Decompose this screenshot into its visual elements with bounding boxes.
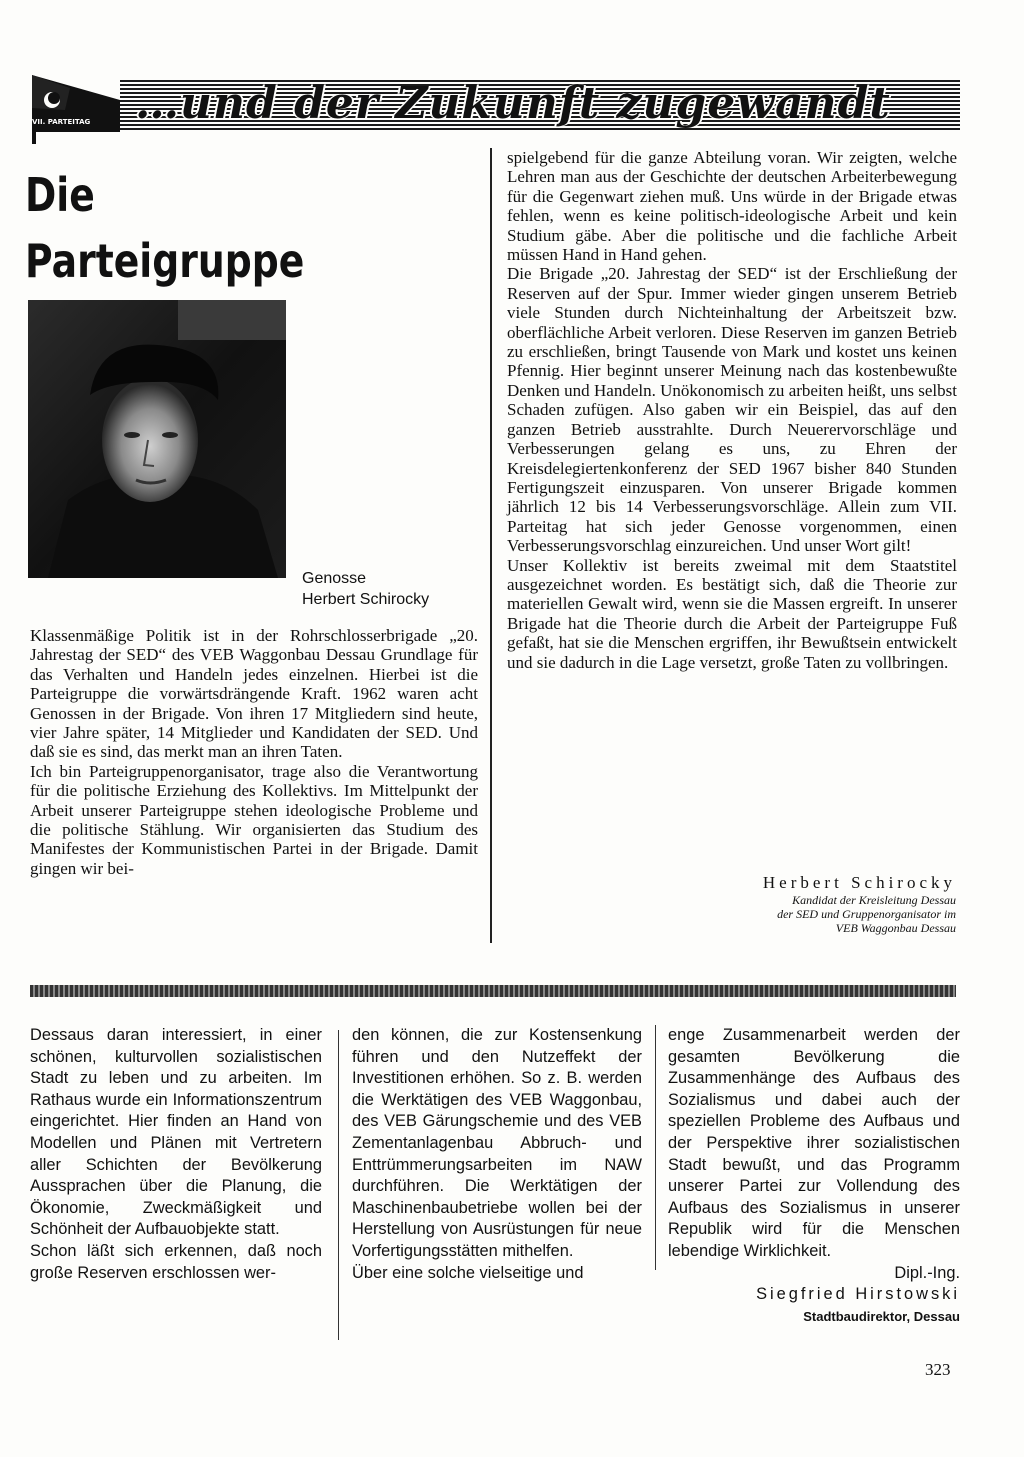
party-flag-logo-icon [20,70,135,145]
banner-headline: …und der Zukunft zugewandt [135,78,891,129]
signature-role-line-1: Kandidat der Kreisleitung Dessau [792,893,956,907]
page-number: 323 [925,1360,951,1379]
article-right-column [507,148,957,672]
author-title: Dipl.-Ing. [894,1263,960,1282]
title-line-1: Die [25,168,95,222]
left-paragraph-2: Ich bin Parteigruppenorganisator, trage also die Verantwortung für die politische Erziehung des Kollektivs. Im Mittelpunkt der Arbeit unserer Parteigruppe stehen ideologische Probleme und die politische Stählung. Wir organisierten das Studium des Manifestes der Kommunistischen Partei in der Brigade. Damit gingen wir bei- [30,761,478,878]
portrait-photo [28,300,286,578]
bottom-divider-2 [655,1025,656,1270]
bottom-column-1 [30,1025,322,1284]
article-title [25,162,305,294]
bottom-col1-paragraph-2: Schon läßt sich erkennen, daß noch große Reserven erschlossen wer- [30,1241,322,1282]
signature-role [590,893,956,935]
bottom-column-2 [352,1025,642,1284]
section-separator [30,985,956,997]
right-paragraph-2: Die Brigade „20. Jahrestag der SED“ ist der Erschließung der Reserven auf der Spur. Immer wieder gingen unserem Betrieb viele Stunden durch Nichteinhaltung der Arbeitszeit bzw. oberflächliche Arbeit verloren. Diese Reserven im ganzen Betrieb zu erschließen, bringt Tausende von Mark und kostet uns keinen Pfennig. Hier beginnt unserer Meinung nach das kostenbewußte Denken und Handeln. Unökonomisch zu arbeiten heißt, uns selbst Schaden zufügen. Also gaben wir ein Beispiel, das auf den ganzen Betrieb ausstrahlte. Durch Neuerervorschläge und Verbesserungen gelang es uns, zu Ehren der Kreisdelegiertenkonferenz der SED 1967 bisher 840 Stunden Fertigungszeit einzusparen. Von unserer Brigade kommen jährlich 12 bis 14 Verbesserungsvorschläge. Allein zum VII. Parteitag hat sich jeder Genosse vorgenommen, einen Verbesserungsvorschlag einzureichen. Und unser Wort gilt! [507,264,957,556]
article-signature [590,873,956,935]
signature-role-line-3: VEB Waggonbau Dessau [835,921,956,935]
photo-caption [302,568,482,610]
right-paragraph-3: Unser Kollektiv ist bereits zweimal mit dem Staatstitel ausgezeichnet worden. Es bestätigt sich, daß die Theorie zur materiellen Gewalt wird, wenn sie die Massen ergreift. In unserer Brigade hat die Theorie durch die Arbeit der Parteigruppe Fuß gefaßt, hat sie die Menschen ergriffen, ihr Bewußtsein entwickelt und sie dadurch in die Lage versetzt, große Taten zu vollbringen. [507,555,957,672]
caption-line-1: Genosse [302,570,367,587]
signature-role-line-2: der SED und Gruppenorganisator im [777,907,956,921]
bottom-col3-paragraph-1: enge Zusammenarbeit werden der gesamten Bevölkerung die Zusammenhänge des Aufbaus des Sozialismus und dabei auch der speziellen Probleme des Aufbaus und der Perspektive ihrer sozialistischen Stadt bewußt, und das Programm unserer Partei zur Vollendung des Aufbaus des Sozialismus in unserer Republik wird für die Menschen lebendige Wirklichkeit. [668,1026,960,1260]
caption-line-2: Herbert Schirocky [302,591,430,608]
left-paragraph-1: Klassenmäßige Politik ist in der Rohrschlosserbrigade „20. Jahrestag der SED“ des VEB Waggonbau Dessau Grundlage für das Verhalten und Handeln jedes einzelnen. Hierbei ist die Parteigruppe die vorwärtsdrängende Kraft. 1962 waren acht Genossen in der Brigade. Von ihren 17 Mitgliedern sind heute, vier Jahre später, 14 Mitglieder und Kandidaten der SED. Und daß sie es sind, das merkt man an ihren Taten. [30,626,478,762]
bottom-divider-1 [338,1030,339,1340]
right-paragraph-1: spielgebend für die ganze Abteilung voran. Wir zeigten, welche Lehren man aus der Geschichte der deutschen Arbeiterbewegung für die Gegenwart ziehen muß. Uns würde in der Brigade etwas fehlen, wenn es keine politisch-ideologische Arbeit und kein Studium gäbe. Aber die politische und die fachliche Arbeit müssen Hand in Hand gehen. [507,148,957,265]
logo-label: VII. PARTEITAG [32,118,91,126]
title-line-2: Parteigruppe [25,234,305,288]
column-divider [490,148,492,943]
author-name: Siegfried Hirstowski [756,1285,960,1304]
bottom-col2-paragraph-1: den können, die zur Kostensenkung führen und den Nutzeffekt der Investitionen erhöhen. So z. B. werden die Werktätigen des VEB Waggonbau, des VEB Gärungschemie und des VEB Zementanlagenbau Abbruch- und Enttrümmerungsarbeiten im NAW durchführen. Die Werktätigen der Maschinenbaubetriebe wollen bei der Herstellung von Ausrüstungen für neue Vorfertigungsstätten mithelfen. [352,1026,642,1260]
bottom-col1-paragraph-1: Dessaus daran interessiert, in einer schönen, kulturvollen sozialistischen Stadt zu leben und zu arbeiten. Im Rathaus wurde ein Informationszentrum eingerichtet. Hier finden an Hand von Modellen und Plänen mit Vertretern aller Schichten der Bevölkerung Aussprachen über die Planung, die Ökonomie, Zweckmäßigkeit und Schönheit der Aufbauobjekte statt. [30,1026,322,1239]
header-banner [20,70,960,150]
signature-name: Herbert Schirocky [762,873,956,892]
article-left-column [30,626,478,878]
author-role: Stadtbaudirektor, Dessau [803,1308,960,1324]
bottom-col2-paragraph-2: Über eine solche vielseitige und [352,1263,584,1282]
bottom-column-3 [668,1025,960,1327]
